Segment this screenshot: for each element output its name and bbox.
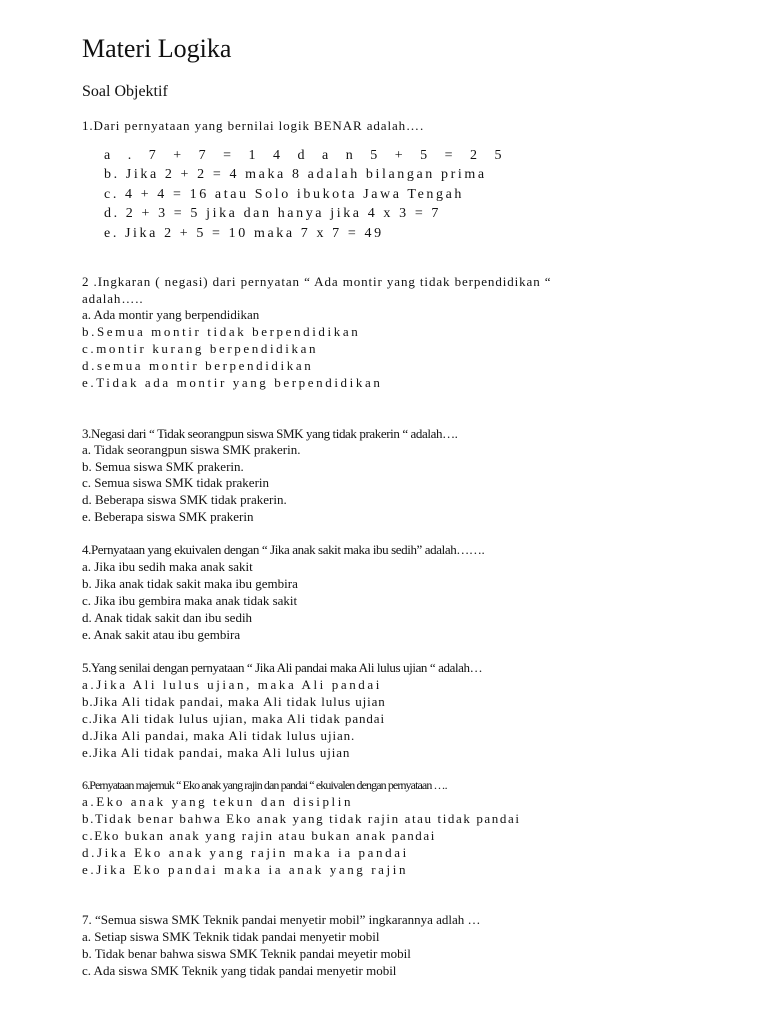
question-5-option-d: d.Jika Ali pandai, maka Ali tidak lulus ujian. <box>82 728 356 743</box>
question-6-option-e: e.Jika Eko pandai maka ia anak yang rajin <box>82 862 409 877</box>
question-6-option-c: c.Eko bukan anak yang rajin atau bukan anak pandai <box>82 828 436 843</box>
question-4-option-e: e. Anak sakit atau ibu gembira <box>82 627 241 642</box>
question-4-option-c: c. Jika ibu gembira maka anak tidak sakit <box>82 593 298 608</box>
question-6-option-a: a.Eko anak yang tekun dan disiplin <box>82 794 354 809</box>
question-5-option-c: c.Jika Ali tidak lulus ujian, maka Ali tidak pandai <box>82 711 385 726</box>
question-6-prompt: 6.Pernyataan majemuk “ Eko anak yang rajin dan pandai “ ekuivalen dengan pernyataan …. <box>82 778 447 792</box>
question-5-option-e: e.Jika Ali tidak pandai, maka Ali lulus ujian <box>82 745 351 760</box>
question-3-prompt: 3.Negasi dari “ Tidak seorangpun siswa SMK yang tidak prakerin “ adalah…. <box>82 426 458 441</box>
question-3-option-a: a. Tidak seorangpun siswa SMK prakerin. <box>82 442 301 457</box>
question-3-option-c: c. Semua siswa SMK tidak prakerin <box>82 475 270 490</box>
question-4-option-a: a. Jika ibu sedih maka anak sakit <box>82 559 253 574</box>
question-4-prompt: 4.Pernyataan yang ekuivalen dengan “ Jika anak sakit maka ibu sedih” adalah……. <box>82 542 485 557</box>
question-1-prompt: 1.Dari pernyataan yang bernilai logik BENAR adalah…. <box>82 118 425 133</box>
question-2-option-d: d.semua montir berpendidikan <box>82 358 314 373</box>
question-1-option-d: d. 2 + 3 = 5 jika dan hanya jika 4 x 3 = 7 <box>104 206 442 221</box>
question-7-option-c: c. Ada siswa SMK Teknik yang tidak pandai menyetir mobil <box>82 963 397 978</box>
question-3-option-d: d. Beberapa siswa SMK tidak prakerin. <box>82 492 287 507</box>
question-2-option-e: e.Tidak ada montir yang berpendidikan <box>82 375 383 390</box>
question-1-option-b: b. Jika 2 + 2 = 4 maka 8 adalah bilangan prima <box>104 167 487 182</box>
question-1-option-c: c. 4 + 4 = 16 atau Solo ibukota Jawa Tengah <box>104 187 465 202</box>
question-5-option-a: a.Jika Ali lulus ujian, maka Ali pandai <box>82 677 382 692</box>
question-7-option-a: a. Setiap siswa SMK Teknik tidak pandai menyetir mobil <box>82 929 380 944</box>
question-2-prompt: 2 .Ingkaran ( negasi) dari pernyatan “ Ada montir yang tidak berpendidikan “ <box>82 274 552 289</box>
question-6-option-d: d.Jika Eko anak yang rajin maka ia pandai <box>82 845 409 860</box>
question-7-option-b: b. Tidak benar bahwa siswa SMK Teknik pandai meyetir mobil <box>82 946 411 961</box>
question-2-option-b: b.Semua montir tidak berpendidikan <box>82 324 361 339</box>
question-7-prompt: 7. “Semua siswa SMK Teknik pandai menyetir mobil” ingkarannya adlah … <box>82 912 481 927</box>
question-1-option-a: a . 7 + 7 = 1 4 d a n 5 + 5 = 2 5 <box>104 148 509 163</box>
question-5-prompt: 5.Yang senilai dengan pernyataan “ Jika Ali pandai maka Ali lulus ujian “ adalah… <box>82 660 483 675</box>
section-subtitle: Soal Objektif <box>82 83 168 100</box>
question-2-option-a: a. Ada montir yang berpendidikan <box>82 307 260 322</box>
question-4-option-d: d. Anak tidak sakit dan ibu sedih <box>82 610 253 625</box>
question-4-option-b: b. Jika anak tidak sakit maka ibu gembira <box>82 576 298 591</box>
question-1-option-e: e. Jika 2 + 5 = 10 maka 7 x 7 = 49 <box>104 226 384 241</box>
question-2-prompt-continued: adalah….. <box>82 291 144 306</box>
question-3-option-e: e. Beberapa siswa SMK prakerin <box>82 509 254 524</box>
question-6-option-b: b.Tidak benar bahwa Eko anak yang tidak rajin atau tidak pandai <box>82 811 521 826</box>
question-2-option-c: c.montir kurang berpendidikan <box>82 341 319 356</box>
question-5-option-b: b.Jika Ali tidak pandai, maka Ali tidak lulus ujian <box>82 694 386 709</box>
question-3-option-b: b. Semua siswa SMK prakerin. <box>82 459 244 474</box>
page-title: Materi Logika <box>82 34 232 63</box>
